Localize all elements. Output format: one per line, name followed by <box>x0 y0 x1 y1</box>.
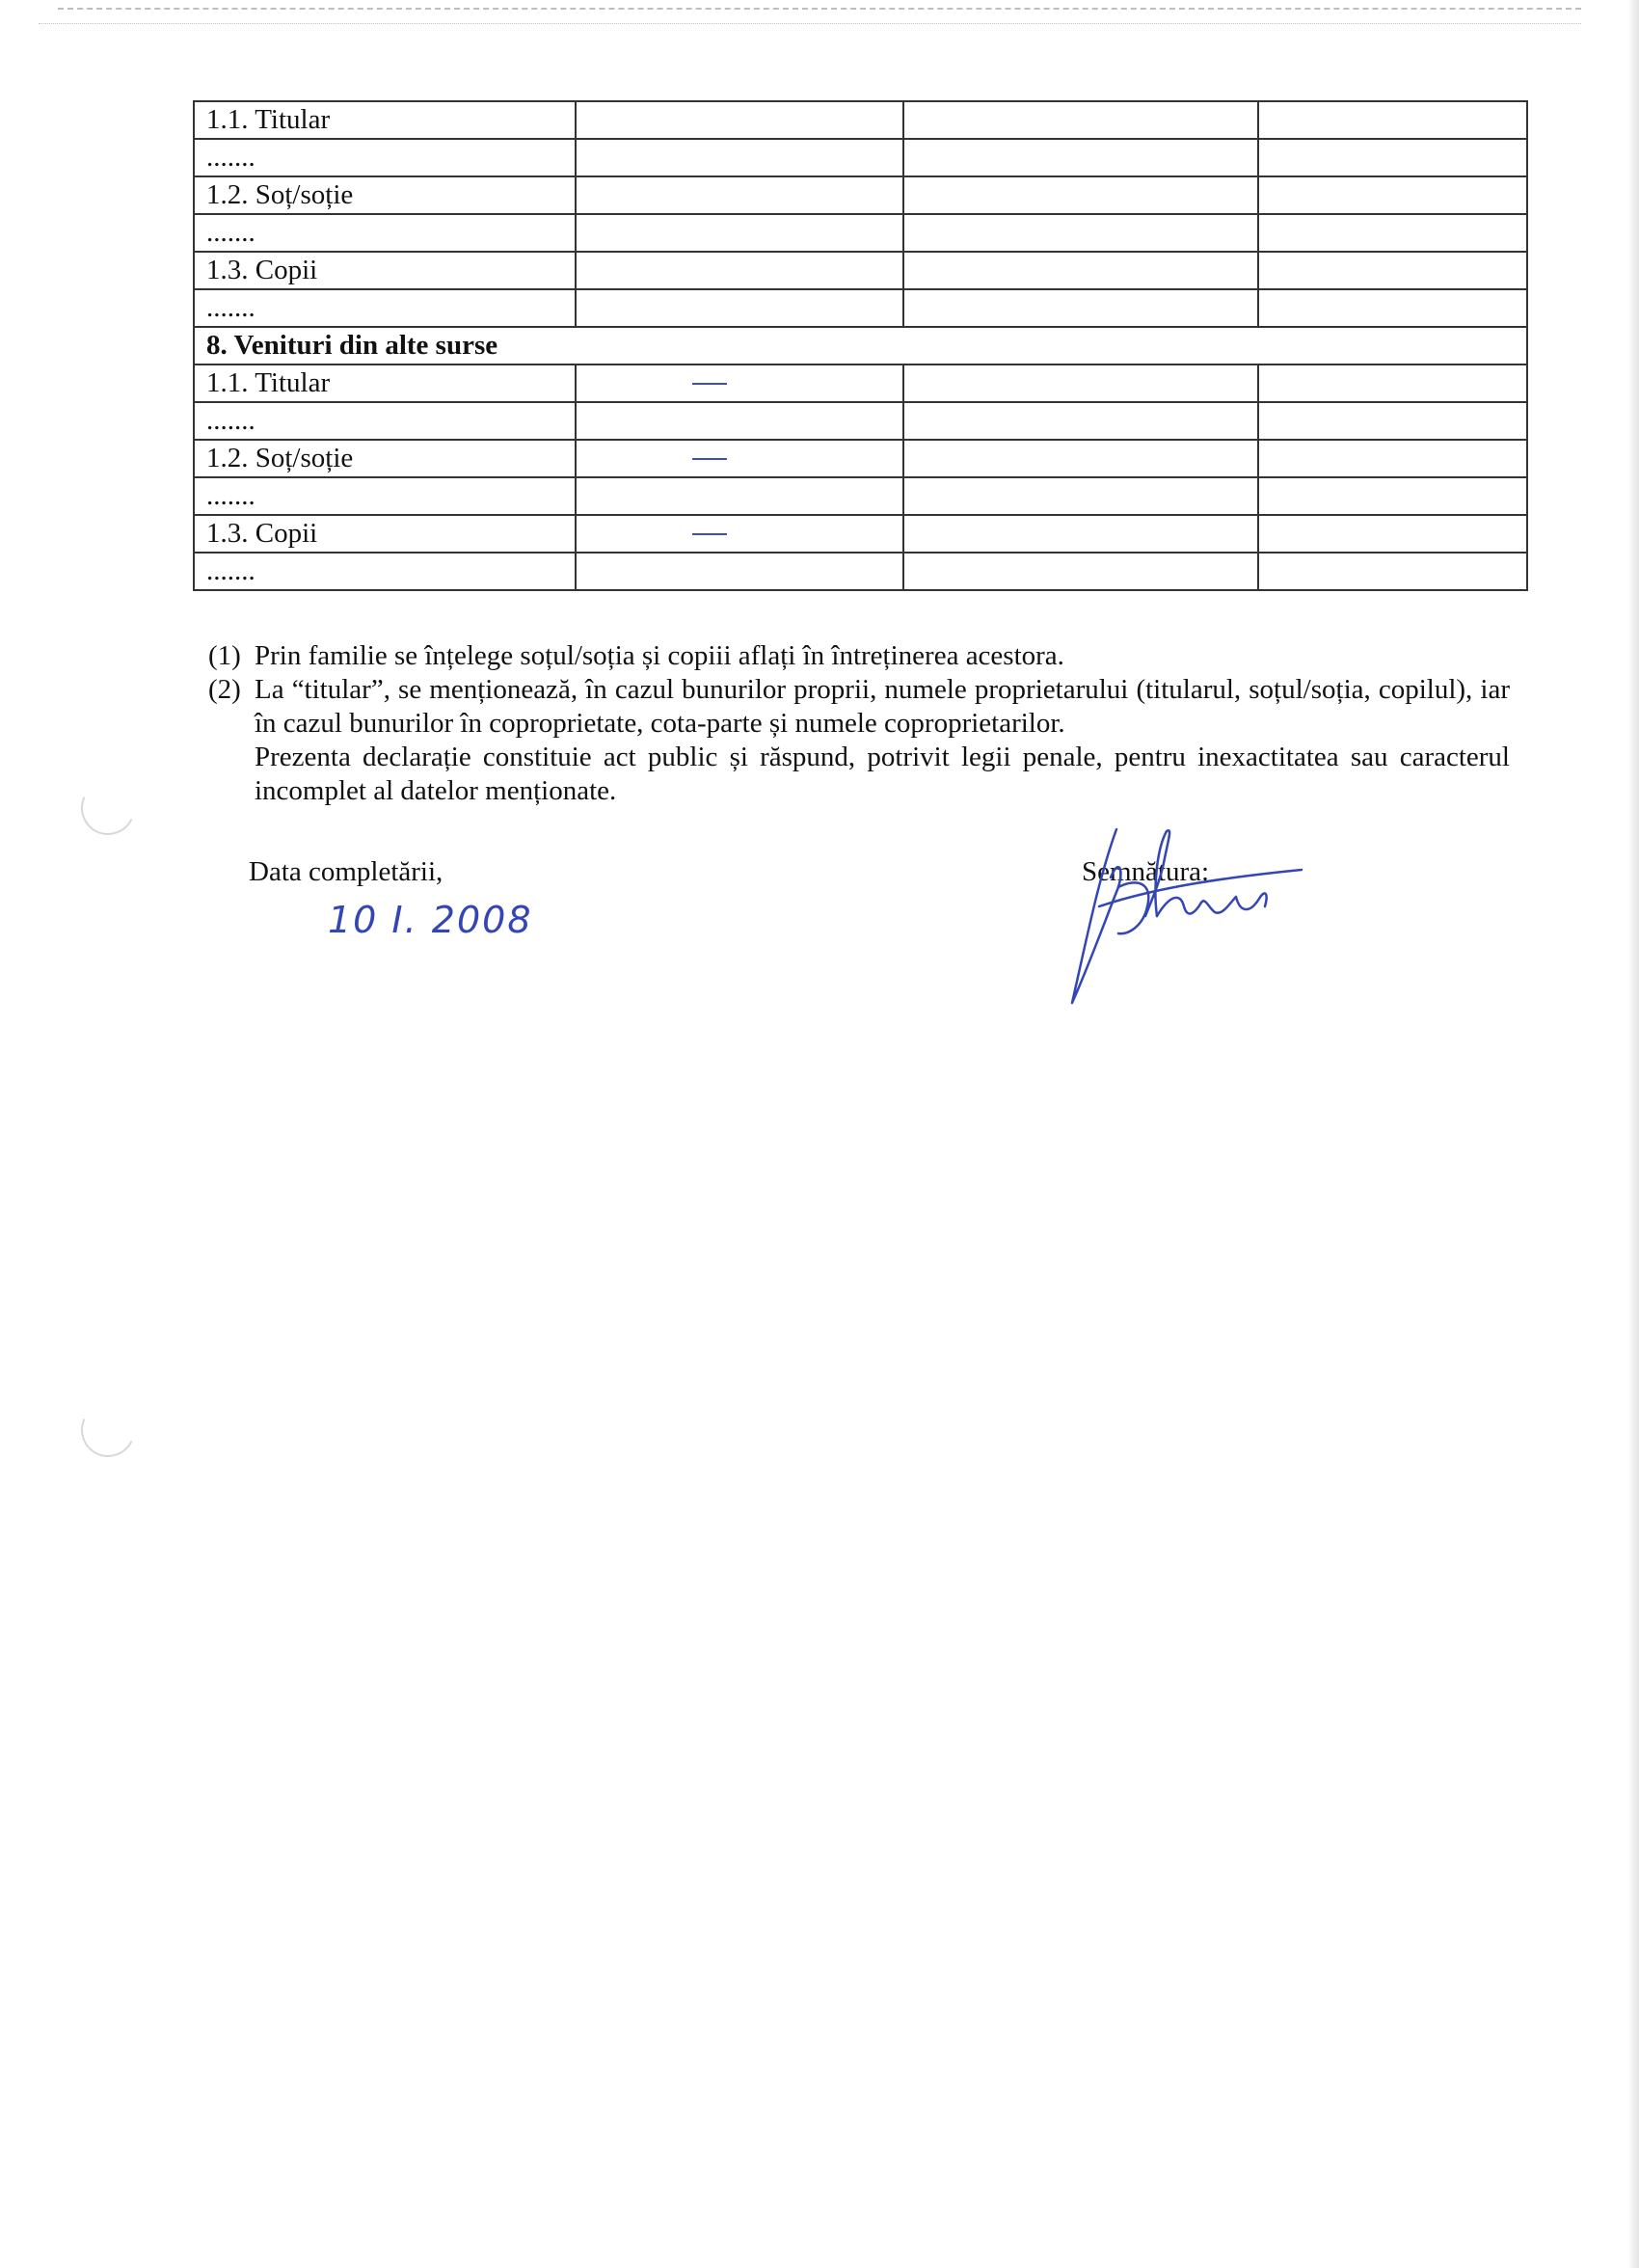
scan-artifact-top-dotted <box>39 23 1581 24</box>
handwritten-dash-mark <box>692 383 727 385</box>
page-edge-shadow <box>1627 0 1639 2268</box>
value-cell <box>903 101 1258 139</box>
value-cell <box>903 402 1258 440</box>
value-cell <box>903 440 1258 477</box>
row-label-cell: 1.2. Soț/soție <box>194 176 576 214</box>
table-row <box>194 553 1527 590</box>
footnote-number: (1) <box>208 640 241 671</box>
value-cell <box>903 139 1258 176</box>
filler-cell: ....... <box>194 477 576 515</box>
handwritten-dash-mark <box>692 458 727 460</box>
value-cell <box>1258 214 1527 252</box>
table-row <box>194 477 1527 515</box>
table-row <box>194 289 1527 327</box>
value-cell <box>903 252 1258 289</box>
row-label-cell: 1.3. Copii <box>194 252 576 289</box>
footnotes <box>208 639 1510 808</box>
filler-cell: ....... <box>194 402 576 440</box>
value-cell <box>576 515 903 553</box>
footnote-text: Prin familie se înțelege soțul/soția și copiii aflați în întreținerea acestora. <box>255 640 1064 671</box>
value-cell <box>903 477 1258 515</box>
value-cell <box>1258 402 1527 440</box>
filler-cell: ....... <box>194 553 576 590</box>
value-cell <box>576 252 903 289</box>
value-cell <box>1258 515 1527 553</box>
value-cell <box>1258 252 1527 289</box>
table-row <box>194 364 1527 402</box>
table-row <box>194 176 1527 214</box>
footnote-number: (2) <box>208 674 241 705</box>
value-cell <box>576 364 903 402</box>
table-row <box>194 327 1527 364</box>
value-cell <box>1258 553 1527 590</box>
value-cell <box>576 440 903 477</box>
handwritten-dash-mark <box>692 533 727 535</box>
value-cell <box>903 364 1258 402</box>
value-cell <box>1258 289 1527 327</box>
filler-cell: ....... <box>194 214 576 252</box>
table-row <box>194 402 1527 440</box>
value-cell <box>576 477 903 515</box>
filler-cell: ....... <box>194 289 576 327</box>
scan-artifact-top <box>58 8 1581 29</box>
punch-hole-mark <box>73 1395 143 1465</box>
declaration-text: Prezenta declarație constituie act public și răspund, potrivit legii penale, pentru inexactitatea sau caracterul incomplet al datelor menționate. <box>255 742 1510 806</box>
table-row <box>194 515 1527 553</box>
value-cell <box>576 289 903 327</box>
value-cell <box>1258 139 1527 176</box>
table-row <box>194 214 1527 252</box>
value-cell <box>1258 364 1527 402</box>
footnote-1 <box>208 639 1510 673</box>
section-heading: 8. Venituri din alte surse <box>194 327 1527 364</box>
table-row <box>194 252 1527 289</box>
value-cell <box>1258 440 1527 477</box>
value-cell <box>903 515 1258 553</box>
value-cell <box>903 289 1258 327</box>
table-row <box>194 440 1527 477</box>
footnote-text: La “titular”, se menționează, în cazul bunurilor proprii, numele proprietarului (titularul, soțul/soția, copilul), iar în cazul bunurilor în coproprietate, cota-parte și numele coproprietarilor. <box>255 674 1510 739</box>
value-cell <box>903 553 1258 590</box>
signature-label: Semnătura: <box>1082 856 1210 887</box>
value-cell <box>903 176 1258 214</box>
value-cell <box>576 101 903 139</box>
value-cell <box>1258 176 1527 214</box>
punch-hole-mark <box>73 773 143 843</box>
income-table <box>193 100 1528 591</box>
value-cell <box>576 402 903 440</box>
value-cell <box>1258 101 1527 139</box>
date-label: Data completării, <box>249 856 443 887</box>
handwritten-signature <box>1061 820 1311 1012</box>
table-row <box>194 101 1527 139</box>
row-label-cell: 1.1. Titular <box>194 364 576 402</box>
table-row <box>194 139 1527 176</box>
row-label-cell: 1.2. Soț/soție <box>194 440 576 477</box>
value-cell <box>576 176 903 214</box>
row-label-cell: 1.1. Titular <box>194 101 576 139</box>
footnote-2 <box>208 673 1510 741</box>
filler-cell: ....... <box>194 139 576 176</box>
row-label-cell: 1.3. Copii <box>194 515 576 553</box>
value-cell <box>1258 477 1527 515</box>
value-cell <box>576 139 903 176</box>
value-cell <box>576 214 903 252</box>
value-cell <box>576 553 903 590</box>
value-cell <box>903 214 1258 252</box>
handwritten-date: 10 I. 2008 <box>328 899 533 941</box>
